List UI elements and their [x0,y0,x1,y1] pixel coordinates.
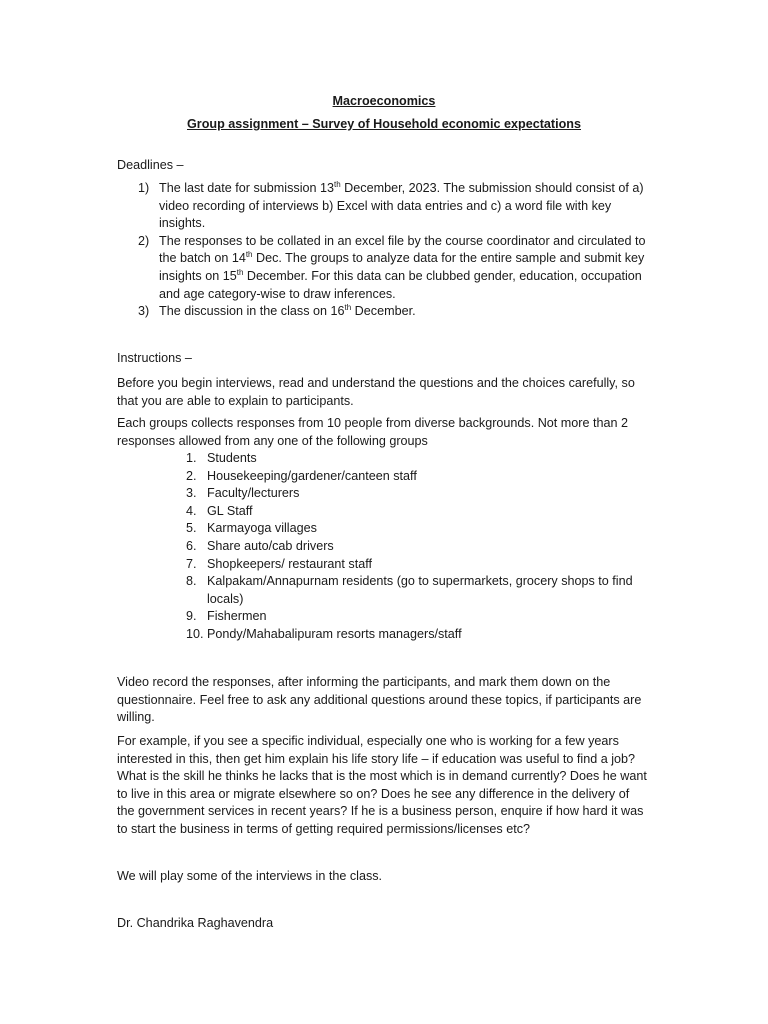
deadlines-list [138,180,646,321]
list-item [186,468,646,486]
deadline-text: The last date for submission 13 [159,181,335,195]
list-item [186,556,646,574]
deadline-number: 2) [138,233,150,248]
list-number: 2. [186,468,197,483]
closing-line: We will play some of the interviews in the class. [117,869,383,883]
deadline-text: The responses to be collated in an excel file by the course coordinator and circulated to the batch on 14 [159,233,646,266]
groups-list [186,450,646,644]
list-number: 10. [186,626,204,641]
list-number: 1. [186,451,197,465]
list-text: Housekeeping/gardener/canteen staff [207,468,417,483]
deadline-text: December. [351,304,416,319]
list-item [186,520,646,538]
list-number: 8. [186,574,197,589]
list-text: Karmayoga villages [207,521,317,536]
deadline-item [138,180,646,233]
signature: Dr. Chandrika Raghavendra [117,916,274,930]
list-text: Share auto/cab drivers [207,538,334,553]
deadline-item [138,303,646,321]
instructions-paragraph: Each groups collects responses from 10 people from diverse backgrounds. Not more than 2 responses allowed from any one of the following groups [117,416,629,448]
deadlines-heading: Deadlines – [117,158,184,172]
deadline-number: 3) [138,304,150,319]
deadline-text: December, 2023. The submission should consist of a) video recording of interviews b) Excel with data entries and c) a word file with key insights. [159,181,644,231]
list-item [186,626,646,644]
ordinal-suffix: th [334,179,341,189]
deadline-text: December. For this data can be clubbed gender, education, occupation and age category-wise to draw inferences. [159,268,642,301]
list-number: 6. [186,538,197,553]
ordinal-suffix: th [344,302,352,312]
list-text: Fishermen [207,609,267,624]
list-text: Kalpakam/Annapurnam residents (go to supermarkets, grocery shops to find locals) [207,574,633,606]
list-item [186,485,646,503]
ordinal-suffix: th [245,250,253,260]
example-paragraph: For example, if you see a specific individual, especially one who is working for a few years interested in this, then get him explain his life story life – if education was useful to find a job? What is the skill he thinks he lacks that is the most which is in demand currently? Does he want to live in this area or migrate elsewhere so on? Does he see any difference in the delivery of the government services in recent years? If he is a business person, enquire if how hard it was to start the business in terms of getting required permissions/licenses etc? [117,734,647,836]
list-number: 3. [186,486,197,501]
list-item [186,450,646,468]
list-number: 7. [186,556,197,571]
instructions-heading: Instructions – [117,351,192,365]
instructions-paragraph: Before you begin interviews, read and understand the questions and the choices carefully, so that you are able to explain to participants. [117,376,635,408]
video-paragraph: Video record the responses, after informing the participants, and mark them down on the questionnaire. Feel free to ask any additional questions around these topics, if participants are willing. [117,675,642,725]
list-item [186,503,646,521]
deadline-text: The discussion in the class on 16 [159,304,345,319]
list-item [186,608,646,626]
list-number: 4. [186,503,197,518]
list-item [186,538,646,556]
list-text: Pondy/Mahabalipuram resorts managers/staff [207,626,462,641]
deadline-number: 1) [138,181,150,195]
deadline-item [138,233,646,303]
list-text: Faculty/lecturers [207,486,300,501]
ordinal-suffix: th [236,267,244,277]
list-text: GL Staff [207,503,253,518]
list-text: Students [207,451,257,465]
doc-title: Macroeconomics [332,94,436,108]
list-item [186,573,646,608]
list-text: Shopkeepers/ restaurant staff [207,556,372,571]
deadline-text: Dec. The groups to analyze data for the entire sample and submit key insights on 15 [159,251,645,283]
list-number: 5. [186,521,197,536]
doc-subtitle: Group assignment – Survey of Household economic expectations [187,117,581,131]
list-number: 9. [186,609,197,624]
